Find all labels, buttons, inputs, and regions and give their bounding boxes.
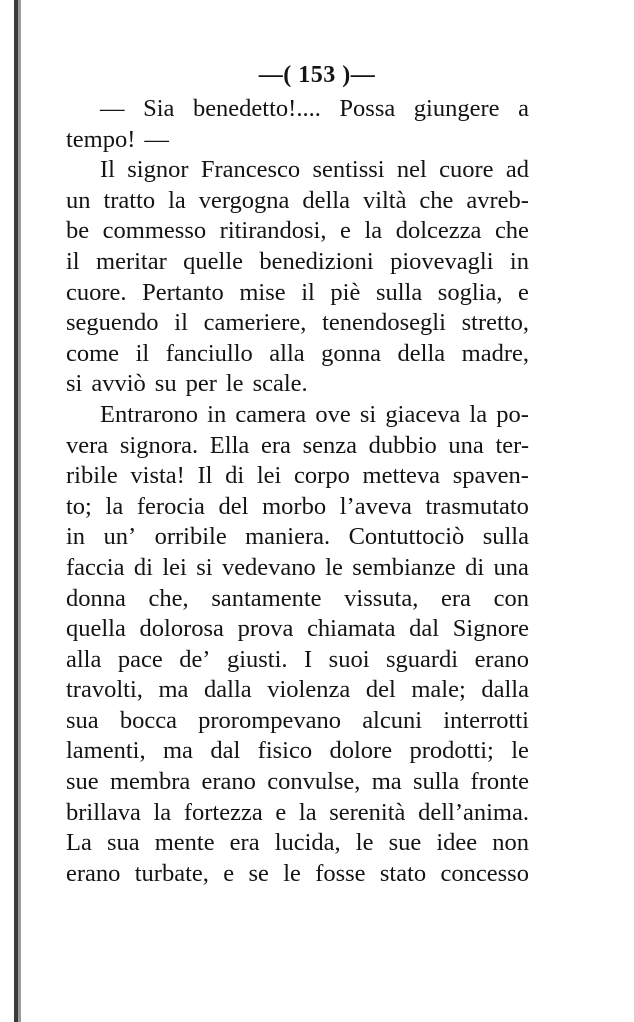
word: la bbox=[364, 217, 383, 245]
word: be bbox=[66, 217, 90, 245]
word: piovevagli bbox=[390, 247, 494, 275]
word: senza bbox=[302, 431, 357, 459]
word: turbate, bbox=[134, 859, 209, 887]
word: spaven- bbox=[452, 462, 529, 490]
word: ad bbox=[505, 156, 529, 184]
word: chiamata bbox=[307, 615, 396, 643]
word: camera bbox=[235, 400, 307, 428]
word: ma bbox=[371, 768, 402, 796]
word: avreb- bbox=[466, 186, 529, 214]
word: benedizioni bbox=[259, 247, 374, 275]
word: seguendo bbox=[66, 309, 159, 337]
word: membra bbox=[109, 768, 191, 796]
word: suoi bbox=[328, 645, 370, 673]
word: idee bbox=[436, 829, 478, 857]
word: del bbox=[218, 492, 249, 520]
text-line bbox=[66, 614, 529, 645]
word: po- bbox=[496, 400, 529, 428]
word: Ella bbox=[209, 431, 250, 459]
text-line bbox=[66, 492, 529, 523]
word: ribile bbox=[66, 462, 118, 490]
word: il bbox=[135, 339, 150, 367]
word: dal bbox=[210, 737, 241, 765]
word: dubbio bbox=[368, 431, 437, 459]
word: del bbox=[365, 676, 396, 704]
word: che bbox=[494, 217, 529, 245]
word: fisico bbox=[257, 737, 313, 765]
word: vista! bbox=[130, 462, 185, 490]
word: tenendosegli bbox=[322, 309, 446, 337]
text-line bbox=[66, 247, 529, 278]
text-line bbox=[66, 369, 529, 400]
word: le bbox=[511, 737, 529, 765]
text-line bbox=[66, 675, 529, 706]
text-line bbox=[66, 553, 529, 584]
word: della bbox=[397, 339, 446, 367]
word: il bbox=[174, 309, 188, 337]
word: commesso bbox=[102, 217, 207, 245]
word: brillava bbox=[66, 798, 141, 826]
word: ritirandosi, bbox=[219, 217, 327, 245]
word: fronte bbox=[470, 768, 529, 796]
word: Sia bbox=[143, 95, 175, 122]
word: faccia bbox=[66, 553, 125, 581]
word: giusti. bbox=[226, 645, 288, 673]
word: sulla bbox=[412, 768, 460, 796]
word: Contuttociò bbox=[348, 523, 465, 551]
word: fosse bbox=[315, 859, 366, 887]
word: quella bbox=[66, 615, 126, 643]
word: dal bbox=[409, 615, 440, 643]
word: era bbox=[229, 829, 260, 857]
word: un bbox=[66, 186, 91, 214]
word: sue bbox=[388, 829, 422, 857]
word: a bbox=[518, 95, 529, 122]
text-line bbox=[66, 736, 529, 767]
word: meritar bbox=[96, 247, 167, 275]
word: tempo! bbox=[66, 125, 136, 153]
word: vergogna bbox=[198, 186, 290, 214]
word: orribile bbox=[154, 523, 227, 551]
text-line bbox=[66, 155, 529, 186]
word: ter- bbox=[495, 431, 529, 459]
word: giungere bbox=[413, 95, 500, 122]
word: to; bbox=[66, 492, 92, 520]
word: gonna bbox=[321, 339, 382, 367]
word: maniera. bbox=[245, 523, 331, 551]
word: vissuta, bbox=[344, 584, 419, 612]
word: la bbox=[469, 400, 488, 428]
word: le bbox=[225, 370, 244, 398]
word: ove bbox=[315, 400, 351, 428]
word: cuore bbox=[439, 156, 494, 184]
word: dalla bbox=[481, 676, 529, 704]
word: sulla bbox=[482, 523, 529, 551]
word: Pertanto bbox=[142, 278, 224, 306]
word: ma bbox=[158, 676, 189, 704]
text-line bbox=[66, 94, 529, 125]
word: lei bbox=[162, 553, 187, 581]
word: La bbox=[66, 829, 92, 857]
word: le bbox=[325, 553, 343, 581]
text-line bbox=[66, 186, 529, 217]
word: si bbox=[359, 400, 377, 428]
text-line bbox=[66, 461, 529, 492]
word: cuore. bbox=[66, 278, 127, 306]
word: alla bbox=[66, 645, 102, 673]
word: la bbox=[168, 186, 186, 214]
word: morbo bbox=[262, 492, 327, 520]
word: per bbox=[185, 370, 217, 398]
word: lucida, bbox=[274, 829, 341, 857]
word: piè bbox=[330, 278, 361, 306]
word: vedevano bbox=[221, 553, 316, 581]
word: madre, bbox=[461, 339, 529, 367]
word: cameriere, bbox=[203, 309, 307, 337]
word: giaceva bbox=[385, 400, 461, 428]
word: se bbox=[248, 859, 269, 887]
text-line bbox=[66, 828, 529, 859]
word: dolcezza bbox=[395, 217, 482, 245]
text-line bbox=[66, 400, 529, 431]
word: non bbox=[492, 829, 529, 857]
word: alla bbox=[269, 339, 305, 367]
word: in bbox=[66, 523, 86, 551]
word: sua bbox=[106, 829, 140, 857]
word: convulse, bbox=[267, 768, 361, 796]
word: nel bbox=[396, 156, 427, 184]
text-line bbox=[66, 859, 529, 890]
word: avviò bbox=[91, 370, 146, 398]
word: stretto, bbox=[461, 309, 529, 337]
word: il bbox=[301, 278, 315, 306]
word: di bbox=[225, 462, 245, 490]
word: signora. bbox=[119, 431, 199, 459]
word: sguardi bbox=[385, 645, 459, 673]
word: dalla bbox=[204, 676, 252, 704]
word: quelle bbox=[183, 247, 244, 275]
word: ferocia bbox=[136, 492, 205, 520]
word: e bbox=[275, 798, 287, 826]
word: dell’anima. bbox=[418, 798, 529, 826]
word: bocca bbox=[119, 706, 177, 734]
word: le bbox=[355, 829, 374, 857]
word: scale. bbox=[252, 370, 308, 398]
word: I bbox=[304, 645, 313, 673]
page-number: —( 153 )— bbox=[258, 62, 376, 88]
word: Il bbox=[100, 156, 115, 184]
text-line bbox=[66, 125, 529, 156]
word: mise bbox=[239, 278, 286, 306]
text-line bbox=[66, 645, 529, 676]
word: e bbox=[518, 278, 529, 306]
word: tratto bbox=[103, 186, 156, 214]
word: de’ bbox=[179, 645, 211, 673]
word: concesso bbox=[440, 859, 529, 887]
word: erano bbox=[201, 768, 256, 796]
word: prodotti; bbox=[409, 737, 494, 765]
word: serenità bbox=[329, 798, 406, 826]
word: e bbox=[340, 217, 351, 245]
word: benedetto!.... bbox=[192, 95, 321, 122]
page-spine-shadow bbox=[18, 0, 21, 1022]
word: si bbox=[196, 553, 213, 581]
word: — bbox=[144, 125, 169, 153]
word: dolorosa bbox=[139, 615, 224, 643]
word: ma bbox=[163, 737, 193, 765]
word: prorompevano bbox=[198, 706, 342, 734]
word: — bbox=[100, 95, 125, 122]
word: lei bbox=[256, 462, 282, 490]
word: in bbox=[207, 400, 227, 428]
word: stato bbox=[379, 859, 427, 887]
text-line bbox=[66, 584, 529, 615]
word: su bbox=[154, 370, 177, 398]
text-line bbox=[66, 706, 529, 737]
word: viltà bbox=[362, 186, 407, 214]
word: santamente bbox=[211, 584, 322, 612]
text-line bbox=[66, 431, 529, 462]
word: si bbox=[66, 370, 83, 398]
word: e bbox=[223, 859, 235, 887]
word: vera bbox=[66, 431, 109, 459]
text-line bbox=[66, 278, 529, 309]
word: travolti, bbox=[66, 676, 143, 704]
word: prova bbox=[237, 615, 294, 643]
word: mente bbox=[154, 829, 215, 857]
text-line bbox=[66, 339, 529, 370]
word: male; bbox=[411, 676, 466, 704]
word: pace bbox=[117, 645, 163, 673]
word: fanciullo bbox=[165, 339, 253, 367]
word: dolore bbox=[329, 737, 393, 765]
body-text bbox=[66, 94, 529, 889]
word: sua bbox=[66, 706, 99, 734]
word: una bbox=[493, 553, 529, 581]
word: trasmutato bbox=[425, 492, 529, 520]
word: erano bbox=[474, 645, 529, 673]
word: sulla bbox=[375, 278, 423, 306]
word: sue bbox=[66, 768, 99, 796]
word: lamenti, bbox=[66, 737, 146, 765]
word: con bbox=[493, 584, 529, 612]
word: in bbox=[509, 247, 529, 275]
word: erano bbox=[66, 859, 121, 887]
word: corpo bbox=[294, 462, 350, 490]
word: l’aveva bbox=[339, 492, 412, 520]
text-line bbox=[66, 522, 529, 553]
text-line bbox=[66, 308, 529, 339]
word: sembianze bbox=[352, 553, 456, 581]
word: fortezza bbox=[183, 798, 263, 826]
word: violenza bbox=[267, 676, 351, 704]
word: sentissi bbox=[312, 156, 385, 184]
word: come bbox=[66, 339, 120, 367]
word: soglia, bbox=[437, 278, 503, 306]
word: Entrarono bbox=[100, 400, 198, 428]
word: una bbox=[448, 431, 484, 459]
word: di bbox=[465, 553, 485, 581]
text-line bbox=[66, 216, 529, 247]
word: metteva bbox=[362, 462, 441, 490]
word: era bbox=[260, 431, 291, 459]
word: Signore bbox=[452, 615, 529, 643]
word: le bbox=[283, 859, 301, 887]
text-line bbox=[66, 798, 529, 829]
word: della bbox=[302, 186, 350, 214]
word: era bbox=[441, 584, 471, 612]
word: signor bbox=[127, 156, 189, 184]
word: interrotti bbox=[443, 706, 529, 734]
word: la bbox=[153, 798, 172, 826]
text-line bbox=[66, 767, 529, 798]
word: la bbox=[105, 492, 124, 520]
word: un’ bbox=[103, 523, 137, 551]
word: la bbox=[298, 798, 317, 826]
word: di bbox=[133, 553, 153, 581]
word: che bbox=[419, 186, 454, 214]
word: Il bbox=[197, 462, 213, 490]
word: donna bbox=[66, 584, 126, 612]
word: Possa bbox=[339, 95, 396, 122]
word: Francesco bbox=[200, 156, 301, 184]
word: il bbox=[66, 247, 80, 275]
word: che, bbox=[148, 584, 189, 612]
word: alcuni bbox=[362, 706, 423, 734]
